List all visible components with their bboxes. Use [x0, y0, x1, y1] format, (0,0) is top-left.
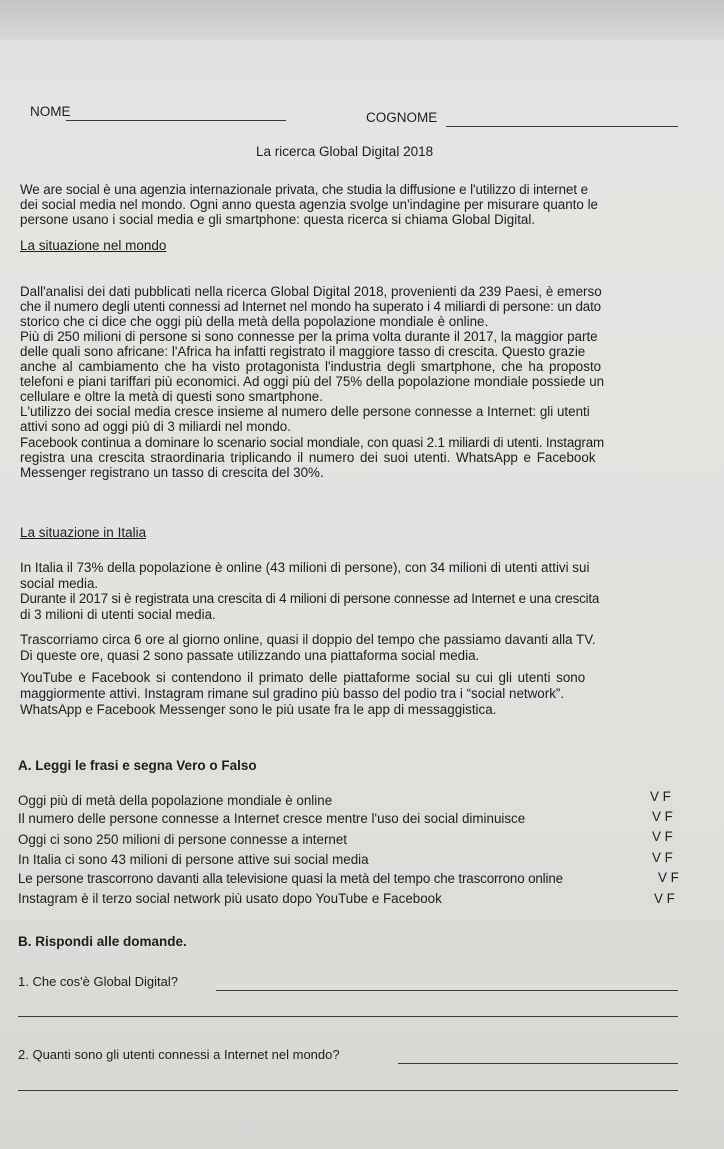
vf-choice[interactable]: V F	[654, 891, 675, 906]
answer-line-1b[interactable]	[18, 1016, 678, 1017]
cognome-field-line[interactable]	[446, 126, 678, 127]
page-top-shadow	[0, 0, 724, 40]
answer-line-2a[interactable]	[398, 1063, 678, 1064]
answer-line-2b[interactable]	[18, 1090, 678, 1091]
italy-line: maggiormente attivi. Instagram rimane sul gradino più basso del podio tra i “social network”.	[20, 686, 565, 701]
world-line: Facebook continua a dominare lo scenario social mondiale, con quasi 2.1 miliardi di utenti. Instagram	[20, 435, 605, 450]
true-false-item: Oggi ci sono 250 milioni di persone connesse a internet	[18, 832, 348, 847]
section-heading-world: La situazione nel mondo	[20, 238, 167, 253]
world-line: attivi sono ad oggi più di 3 miliardi nel mondo.	[20, 419, 291, 434]
world-line: Messenger registrano un tasso di crescita del 30%.	[20, 465, 324, 480]
world-line: anche al cambiamento che ha visto protagonista l'industria degli smartphone, che ha proposto	[20, 359, 602, 374]
true-false-item: Il numero delle persone connesse a Internet cresce mentre l'uso dei social diminuisce	[18, 811, 526, 826]
nome-label: NOME	[30, 104, 71, 119]
vf-choice[interactable]: V F	[652, 809, 673, 824]
question-1: 1. Che cos'è Global Digital?	[18, 974, 179, 989]
true-false-item: Le persone trascorrono davanti alla televisione quasi la metà del tempo che trascorrono online	[18, 871, 563, 886]
italy-line: In Italia il 73% della popolazione è online (43 milioni di persone), con 34 milioni di utenti attivi sui	[20, 560, 590, 575]
world-line: che il numero degli utenti connessi ad Internet nel mondo ha superato i 4 miliardi di persone: un dato	[20, 299, 601, 314]
world-line: L'utilizzo dei social media cresce insieme al numero delle persone connesse a Internet: gli utenti	[20, 404, 590, 419]
cognome-label: COGNOME	[366, 110, 438, 125]
world-line: cellulare e oltre la metà di questi sono smartphone.	[20, 389, 323, 404]
answer-line-1a[interactable]	[216, 990, 678, 991]
intro-line-3: persone usano i social media e gli smartphone: questa ricerca si chiama Global Digital.	[20, 212, 536, 227]
world-line: Dall'analisi dei dati pubblicati nella ricerca Global Digital 2018, provenienti da 239 Paesi, è emerso	[20, 284, 602, 299]
question-2: 2. Quanti sono gli utenti connessi a Internet nel mondo?	[18, 1047, 340, 1062]
exercise-a-heading: A. Leggi le frasi e segna Vero o Falso	[18, 758, 257, 773]
true-false-item: Oggi più di metà della popolazione mondiale è online	[18, 793, 333, 808]
italy-line: WhatsApp e Facebook Messenger sono le più usate fra le app di messaggistica.	[20, 702, 497, 717]
italy-line: Trascorriamo circa 6 ore al giorno online, quasi il doppio del tempo che passiamo davanti alla TV.	[20, 632, 596, 647]
vf-choice[interactable]: V F	[650, 789, 671, 804]
italy-line: Durante il 2017 si è registrata una crescita di 4 milioni di persone connesse ad Internet e una crescita	[20, 591, 600, 606]
world-line: telefoni e piani tariffari più economici. Ad oggi più del 75% della popolazione mondiale possiede un	[20, 374, 605, 389]
true-false-item: In Italia ci sono 43 milioni di persone attive sui social media	[18, 852, 369, 867]
world-line: delle quali sono africane: l'Africa ha infatti registrato il maggiore tasso di crescita. Questo grazie	[20, 344, 586, 359]
italy-line: Di queste ore, quasi 2 sono passate utilizzando una piattaforma social media.	[20, 648, 480, 663]
italy-line: di 3 milioni di utenti social media.	[20, 607, 216, 622]
section-heading-italy: La situazione in Italia	[20, 525, 147, 540]
italy-line: social media.	[20, 576, 99, 591]
vf-choice[interactable]: V F	[658, 870, 679, 885]
intro-line-2: dei social media nel mondo. Ogni anno questa agenzia svolge un'indagine per misurare quanto le	[20, 197, 598, 212]
vf-choice[interactable]: V F	[652, 850, 673, 865]
vf-choice[interactable]: V F	[652, 829, 673, 844]
italy-line: YouTube e Facebook si contendono il primato delle piattaforme social su cui gli utenti sono	[20, 670, 586, 685]
nome-field-line[interactable]	[66, 120, 286, 121]
world-line: storico che ci dice che oggi più della metà della popolazione mondiale è online.	[20, 314, 489, 329]
true-false-item: Instagram è il terzo social network più usato dopo YouTube e Facebook	[18, 891, 442, 906]
intro-line-1: We are social è una agenzia internazionale privata, che studia la diffusione e l'utilizzo di internet e	[20, 182, 588, 197]
world-line: registra una crescita straordinaria triplicando il numero dei suoi utenti. WhatsApp e Facebook	[20, 450, 596, 465]
world-line: Più di 250 milioni di persone si sono connesse per la prima volta durante il 2017, la maggior parte	[20, 329, 598, 344]
exercise-b-heading: B. Rispondi alle domande.	[18, 934, 187, 949]
page-title: La ricerca Global Digital 2018	[256, 144, 434, 159]
